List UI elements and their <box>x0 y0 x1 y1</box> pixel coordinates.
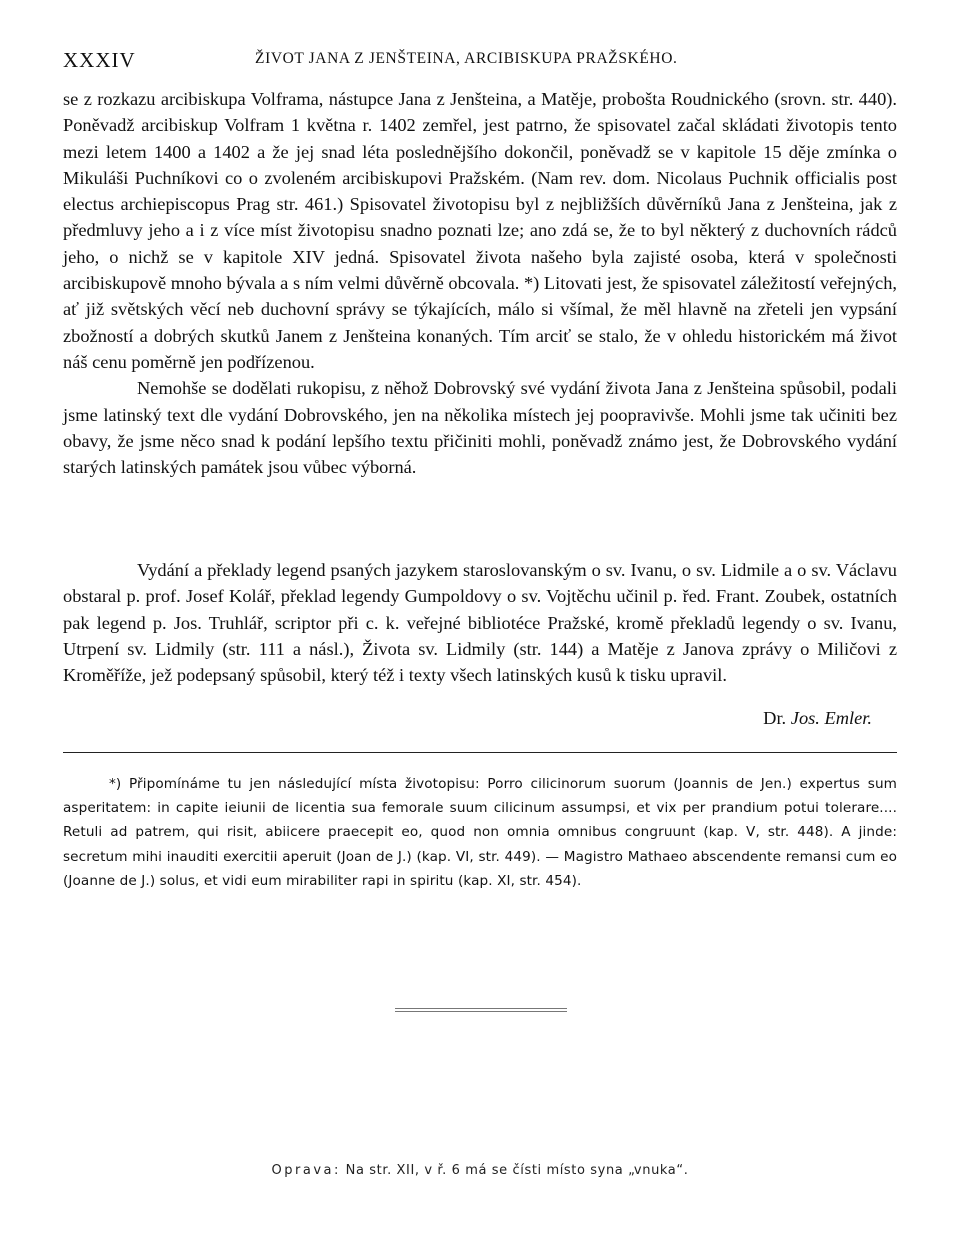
body-text-intro <box>63 86 897 480</box>
errata-label: Oprava: <box>271 1163 341 1178</box>
footnote-text: Připomínáme tu jen následující místa životopisu: Porro cilicinorum suorum (Joannis de Jen.) expertus sum asperitatem: in capite ieiunii de licentia sua femorale suum cilicinum assumpsi, et vix per prandium potui tolerare.... Retuli ad patrem, qui risit, abiicere praecepit eo, quod non omnia omnibus congruunt (kap. V, str. 448). A jinde: secretum mihi inauditi exercitii aperuit (Joan de J.) (kap. VI, str. 449). — Magistro Mathaeo abscendente remansi cum eo (Joanne de J.) solus, et vidi eum mirabiliter rapi in spiritu (kap. XI, str. 454). <box>63 776 898 889</box>
signature-name: Jos. Emler. <box>790 708 872 728</box>
paragraph-2: Nemohše se dodělati rukopisu, z něhož Dobrovský své vydání života Jana z Jenšteina spůsobil, podali jsme latinský text dle vydání Dobrovského, jen na několika místech jej poopravivše. Mohli jsme tak učiniti bez obavy, že jsme něco snad k podání lepšího textu přičiniti mohli, poněvadž známo jest, že Dobrovského vydání starých latinských památek jsou vůbec výborná. <box>63 378 897 478</box>
errata-note <box>0 1163 960 1178</box>
footnote-divider <box>63 752 897 753</box>
end-divider <box>395 1008 567 1014</box>
signature <box>763 708 872 729</box>
paragraph-3-text: Vydání a překlady legend psaných jazykem staroslovanským o sv. Ivanu, o sv. Lidmile a o sv. Václavu obstaral p. prof. Josef Kolář, překlad legendy Gumpoldovy o sv. Vojtěchu učinil p. řed. Frant. Zoubek, ostatních pak legend p. Jos. Truhlář, scriptor při c. k. veřejné bibliotéce Pražské, kromě překladů legendy o sv. Ivanu, Utrpení sv. Lidmily (str. 111 a násl.), Života sv. Lidmily (str. 144) a Matěje z Janova zprávy o Miličovi z Kroměříže, jež podepsaný spůsobil, který též i texty všech latinských kusů k tisku upravil. <box>63 560 897 686</box>
paragraph-3 <box>63 557 897 688</box>
page-number: XXXIV <box>63 48 136 72</box>
signature-prefix: Dr. <box>763 708 787 728</box>
footnote-mark: *) <box>109 776 122 792</box>
footnote <box>63 772 897 893</box>
running-title: ŽIVOT JANA Z JENŠTEINA, ARCIBISKUPA PRAŽSKÉHO. <box>255 50 678 67</box>
errata-text: Na str. XII, v ř. 6 má se čísti místo syna „vnuka“. <box>345 1163 689 1178</box>
paragraph-1: se z rozkazu arcibiskupa Volframa, nástupce Jana z Jenšteina, a Matěje, probošta Roudnického (srovn. str. 440). Poněvadž arcibiskup Volfram 1 května r. 1402 zemřel, jest patrno, že spisovatel začal skládati životopis tento mezi letem 1400 a 1402 a že jej snad léta poslednějšího dokončil, poněvadž se v kapitole 15 děje zmínka o Mikuláši Puchníkovi co o zvoleném arcibiskupovi Pražském. (Nam rev. dom. Nicolaus Puchnik officialis post electus archiepiscopus Prag str. 461.) Spisovatel životopisu byl z nejbližších důvěrníků Jana z Jenšteina, jak z předmluvy jeho a i z více míst životopisu snadno poznati lze; ano zdá se, že to byl některý z duchovních rádců jeho, o nichž se v kapitole XIV jedná. Spisovatel života našeho byla zajisté osoba, která v společnosti arcibiskupově mnoho bývala a s ním velmi důvěrně obcovala. *) Litovati jest, že spisovatel záležitostí veřejných, ať již světských věcí neb duchovní správy se týkajících, málo si všímal, že měl hlavně na zřeteli jen vypsání zbožností a dobrých skutků Janem z Jenšteina konaných. Tím arciť se stalo, že v ohledu historickém má život náš cenu poměrně jen podřízenou. <box>63 89 897 372</box>
